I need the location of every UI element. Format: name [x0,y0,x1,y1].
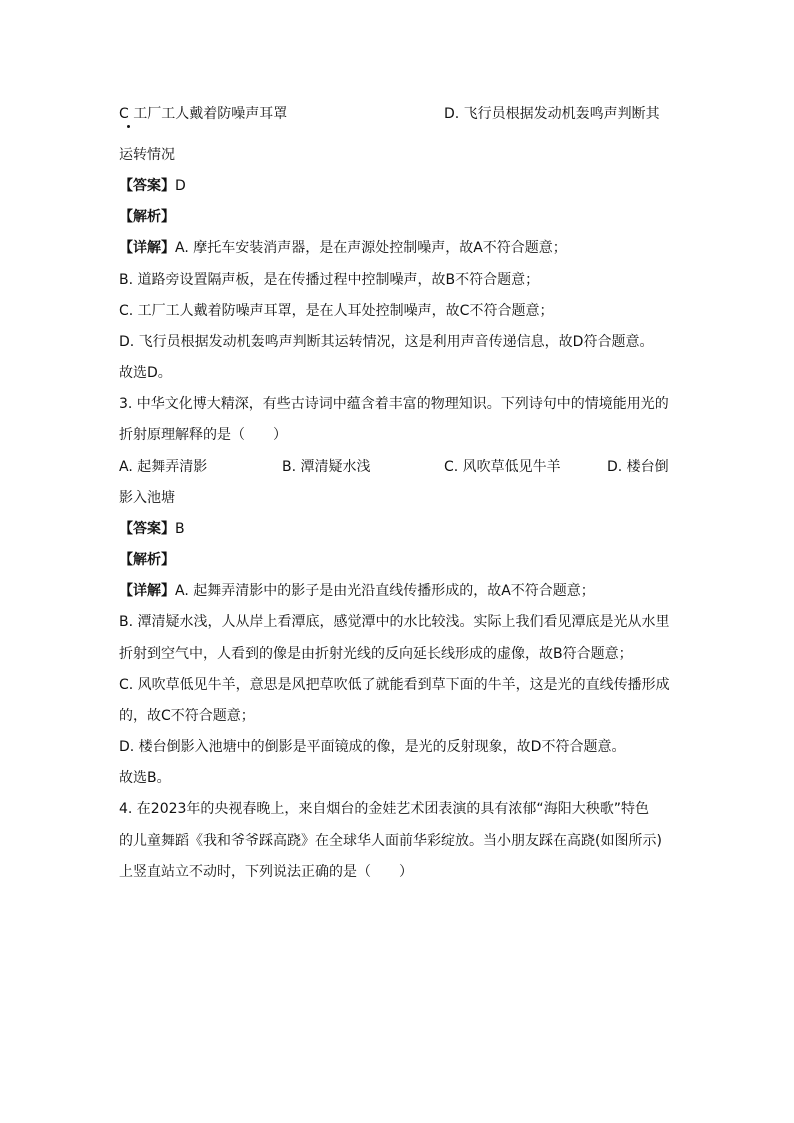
answer-tag: 【答案】 [119,178,175,194]
detail-tag: 【详解】 [119,240,175,256]
q3-detail-line-a [119,581,595,601]
detail-line-d: D. 飞行员根据发动机轰鸣声判断其运转情况，这是利用声音传递信息，故D符合题意。 [119,334,654,350]
q3-analysis-tag: 【解析】 [119,552,175,568]
q3-option-d: D. 楼台倒 [607,459,669,475]
q3-detail-line-b: B. 潭清疑水浅，人从岸上看潭底，感觉潭中的水比较浅。实际上我们看见潭底是光从水里 [119,614,670,630]
option-c: C 工厂工人戴着防噪声耳罩 [119,106,288,122]
option-d: D. 飞行员根据发动机轰鸣声判断其 [444,106,660,122]
detail-text: A. 起舞弄清影中的影子是由光沿直线传播形成的，故A不符合题意； [175,583,595,599]
q3-stem-1: 3. 中华文化博大精深，有些古诗词中蕴含着丰富的物理知识。下列诗句中的情境能用光的 [119,396,669,412]
q4-stem-3: 上竖直站立不动时，下列说法正确的是（ ） [119,864,413,880]
option-d-continued: 运转情况 [119,147,175,163]
q3-answer-line [119,519,185,539]
answer-value: B [175,521,185,537]
detail-text: A. 摩托车安装消声器，是在声源处控制噪声，故A不符合题意； [175,240,567,256]
q3-detail-line-c2: 的，故C不符合题意； [119,708,255,724]
detail-line-b: B. 道路旁设置隔声板，是在传播过程中控制噪声，故B不符合题意； [119,272,540,288]
answer-line [119,176,186,196]
q3-option-d-continued: 影入池塘 [119,490,175,506]
q4-stem-2: 的儿童舞蹈《我和爷爷踩高跷》在全球华人面前华彩绽放。当小朋友踩在高跷(如图所示) [119,833,662,849]
answer-value: D [175,178,186,194]
q4-stem-1: 4. 在2023年的央视春晚上，来自烟台的金娃艺术团表演的具有浓郁“海阳大秧歌”特色 [119,801,649,817]
detail-line-a [119,238,567,258]
bullet-dot [127,125,130,128]
q3-stem-2: 折射原理解释的是（ ） [119,427,287,443]
q3-conclusion: 故选B。 [119,770,171,786]
q3-option-b: B. 潭清疑水浅 [282,459,371,475]
q3-option-a: A. 起舞弄清影 [119,459,208,475]
q3-detail-line-b2: 折射到空气中，人看到的像是由折射光线的反向延长线形成的虚像，故B符合题意； [119,646,633,662]
q3-option-c: C. 风吹草低见牛羊 [444,459,561,475]
conclusion: 故选D。 [119,365,172,381]
answer-tag: 【答案】 [119,521,175,537]
analysis-tag: 【解析】 [119,209,175,225]
q3-detail-line-d: D. 楼台倒影入池塘中的倒影是平面镜成的像，是光的反射现象，故D不符合题意。 [119,739,626,755]
detail-tag: 【详解】 [119,583,175,599]
detail-line-c: C. 工厂工人戴着防噪声耳罩，是在人耳处控制噪声，故C不符合题意； [119,303,554,319]
q3-detail-line-c: C. 风吹草低见牛羊，意思是风把草吹低了就能看到草下面的牛羊，这是光的直线传播形成 [119,677,670,693]
